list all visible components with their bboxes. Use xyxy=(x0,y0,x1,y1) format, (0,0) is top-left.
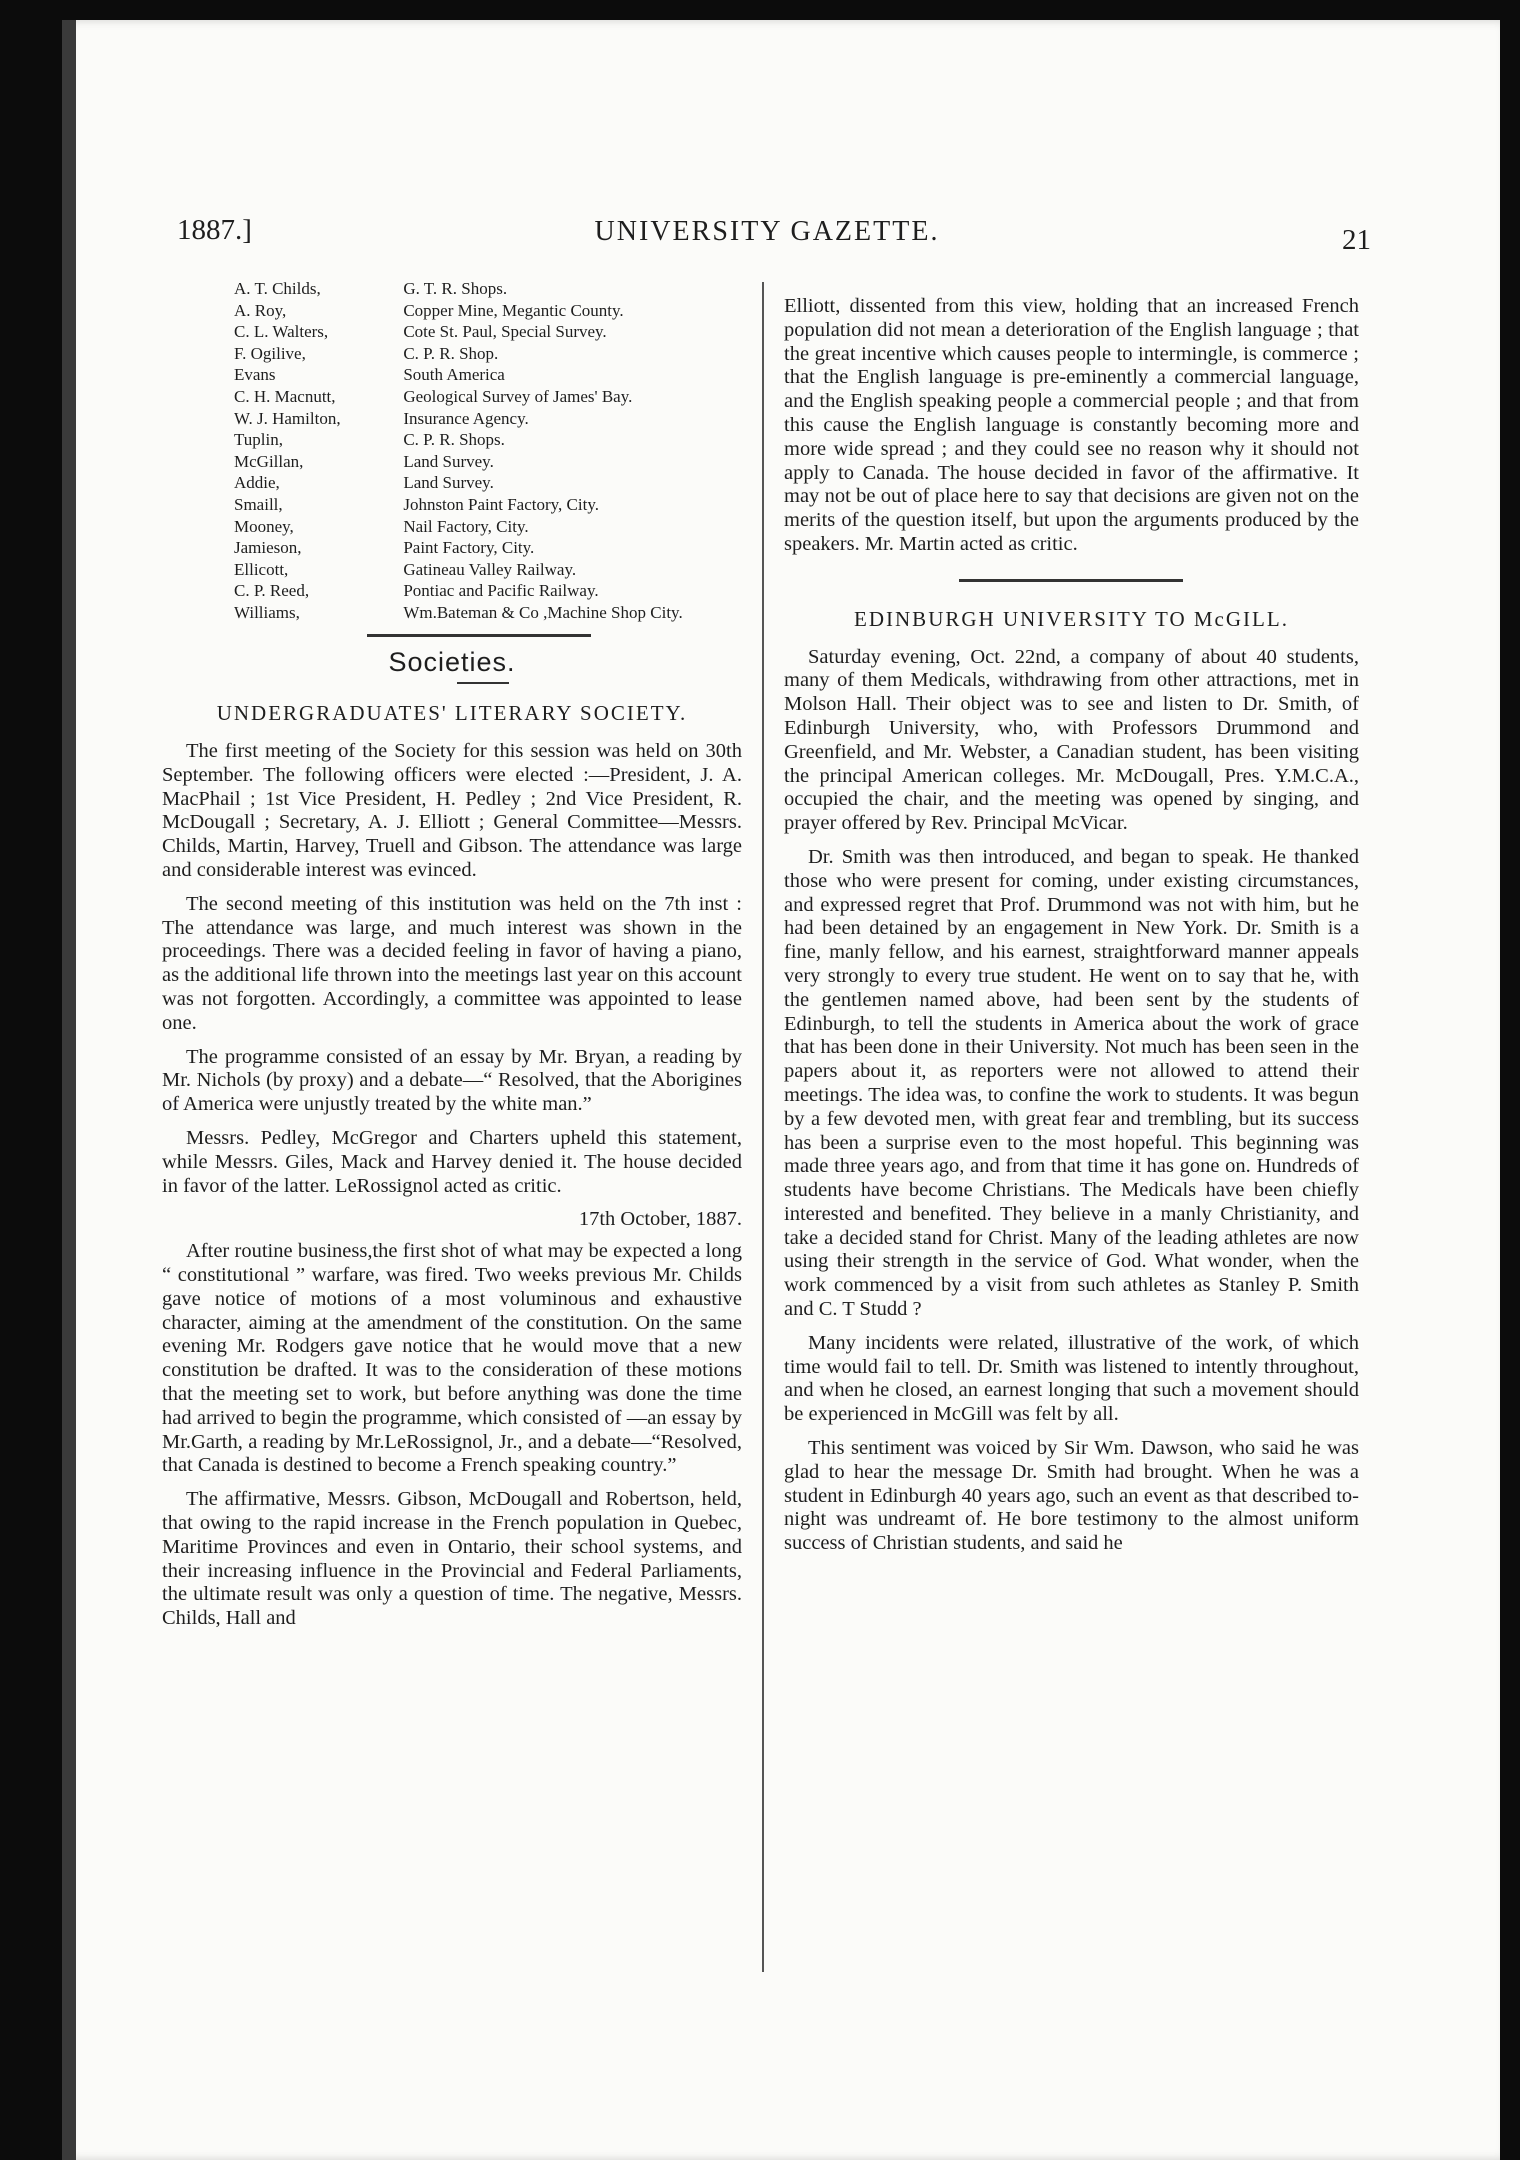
graduate-place: Pontiac and Pacific Railway. xyxy=(403,581,599,601)
header-year: 1887.] xyxy=(177,214,252,246)
graduate-name: F. Ogilive, xyxy=(234,343,306,363)
page-binding-edge xyxy=(62,20,76,2160)
graduate-name: Jamieson, xyxy=(234,538,302,558)
column-divider xyxy=(762,282,764,1972)
graduate-place: Paint Factory, City. xyxy=(403,538,535,558)
graduate-names xyxy=(234,278,403,624)
left-column xyxy=(162,278,742,1641)
edinburgh-title: EDINBURGH UNIVERSITY TO McGILL. xyxy=(854,606,1289,631)
graduate-places xyxy=(403,278,742,624)
graduate-name: Williams, xyxy=(234,602,300,622)
graduate-name: Addie, xyxy=(234,473,280,493)
header-title: UNIVERSITY GAZETTE. xyxy=(594,216,940,247)
right-column xyxy=(784,295,1359,1566)
graduate-place: Johnston Paint Factory, City. xyxy=(403,494,599,514)
paragraph: Messrs. Pedley, McGregor and Charters upheld this statement, while Messrs. Giles, Mack and Harvey denied it. The house decided in favor of the latter. LeRossignol acted as critic. xyxy=(162,1127,742,1197)
graduate-name: McGillan, xyxy=(234,451,304,471)
graduate-name: Tuplin, xyxy=(234,430,283,450)
paragraph: The programme consisted of an essay by Mr. Bryan, a reading by Mr. Nichols (by proxy) and a debate—“ Resolved, that the Aborigines of America were unjustly treated by the white man.” xyxy=(162,1045,742,1116)
graduate-place: Cote St. Paul, Special Survey. xyxy=(403,322,607,342)
graduate-name: Mooney, xyxy=(234,516,294,536)
graduate-place: Land Survey. xyxy=(403,473,494,493)
graduate-place: Copper Mine, Megantic County. xyxy=(403,300,624,320)
paragraph: After routine business,the first shot of what may be expected a long “ constitutional ” warfare, was fired. Two weeks previous Mr. Childs gave notice of motions of a most voluminous and exhaustive character, aiming at the amendment of the constitution. On the same evening Mr. Rodgers gave notice that he would move that a new constitution be drafted. It was to the consideration of these motions that the meeting set to work, but before anything was done the time had arrived to begin the programme, which consisted of —an essay by Mr.Garth, a reading by Mr.LeRossignol, Jr., and a debate—“Resolved, that Canada is destined to become a French speaking country.” xyxy=(162,1240,742,1477)
graduate-place: Land Survey. xyxy=(403,451,494,471)
graduate-name: C. L. Walters, xyxy=(234,322,329,342)
graduate-place: C. P. R. Shops. xyxy=(403,430,505,450)
graduate-place: Geological Survey of James' Bay. xyxy=(403,386,633,406)
graduate-name: C. P. Reed, xyxy=(234,581,310,601)
paragraph: Saturday evening, Oct. 22nd, a company of about 40 students, many of them Medicals, withdrawing from other attractions, met in Molson Hall. Their object was to see and listen to Dr. Smith, of Edinburgh University, who, with Professors Drummond and Greenfield, and Mr. Webster, a Canadian student, has been visiting the principal American colleges. Mr. McDougall, Pres. Y.M.C.A., occupied the chair, and the meeting was opened by singing, and prayer offered by Rev. Principal McVicar. xyxy=(784,645,1359,835)
graduate-place: G. T. R. Shops. xyxy=(403,279,508,298)
graduate-place: Insurance Agency. xyxy=(403,408,529,428)
page-number: 21 xyxy=(1342,224,1371,256)
section-rule xyxy=(959,579,1183,582)
literary-society-title: UNDERGRADUATES' LITERARY SOCIETY. xyxy=(216,701,688,726)
paragraph: Elliott, dissented from this view, holding that an increased French population did not mean a deterioration of the English language ; that the great incentive which causes people to intermingle, is commerce ; that the English language is pre-eminently a commercial language, and the English speaking people a commercial people ; and that from this cause the English language is constantly becoming more and more wide spread ; and they could see no reason why it should not apply to Canada. The house decided in favor of the affirmative. It may not be out of place here to say that decisions are given not on the merits of the question itself, but upon the arguments produced by the speakers. Mr. Martin acted as critic. xyxy=(784,295,1359,555)
graduate-name: Evans xyxy=(234,365,276,385)
paragraph: The second meeting of this institution was held on the 7th inst : The attendance was large, and much interest was shown in the proceedings. There was a decided feeling in favor of having a piano, as the additional life thrown into the meetings last year on this account was not forgotten. Accordingly, a committee was appointed to lease one. xyxy=(162,892,742,1034)
graduates-list xyxy=(234,278,742,624)
running-header xyxy=(177,206,1371,266)
graduate-name: Ellicott, xyxy=(234,559,289,579)
paragraph: The affirmative, Messrs. Gibson, McDougall and Robertson, held, that owing to the rapid increase in the French population in Quebec, Maritime Provinces and even in Ontario, their school systems, and their increasing influence in the Provincial and Federal Parliaments, the ultimate result was only a question of time. The negative, Messrs. Childs, Hall and xyxy=(162,1488,742,1630)
graduate-place: Gatineau Valley Railway. xyxy=(403,559,577,579)
paragraph: Dr. Smith was then introduced, and began to speak. He thanked those who were present for coming, under existing circumstances, and expressed regret that Prof. Drummond was not with him, but he had been detained by an engagement in New York. Dr. Smith is a fine, manly fellow, and his earnest, straightforward manner appeals very strongly to every true student. He went on to say that he, with the gentlemen named above, had been sent by the students of Edinburgh, to tell the students in America about the work of grace that has been done in their University. Not much has been seen in the papers about it, as reporters were not allowed to attend their meetings. The idea was, to confine the work to students. It was begun by a few devoted men, with great fear and trembling, but its success has been a surprise even to the most hopeful. This beginning was made three years ago, and from that time it has gone on. Hundreds of students have become Christians. The Medicals have been chiefly interested and benefited. They believe in a manly Christianity, and take a decided stand for Christ. Many of the leading athletes are now using their strength in the service of God. What wonder, when the work commenced by a visit from such athletes as Stanley P. Smith and C. T Studd ? xyxy=(784,845,1359,1321)
section-rule xyxy=(367,634,591,637)
graduate-place: Nail Factory, City. xyxy=(403,516,529,536)
graduate-place: South America xyxy=(403,365,505,385)
paragraph: This sentiment was voiced by Sir Wm. Dawson, who said he was glad to hear the message Dr. Smith had brought. When he was a student in Edinburgh 40 years ago, such an event as that described to-night was undreamt of. He bore testimony to the almost uniform success of Christian students, and said he xyxy=(784,1437,1359,1555)
societies-heading: Societies. xyxy=(388,646,516,677)
graduate-place: C. P. R. Shop. xyxy=(403,343,499,363)
graduate-name: W. J. Hamilton, xyxy=(234,408,341,428)
paragraph: Many incidents were related, illustrative of the work, of which time would fail to tell. Dr. Smith was listened to intently throughout, and when he closed, an earnest longing that such a movement should be experienced in McGill was felt by all. xyxy=(784,1331,1359,1426)
graduate-name: C. H. Macnutt, xyxy=(234,386,336,406)
paragraph: The first meeting of the Society for this session was held on 30th September. The following officers were elected :—President, J. A. MacPhail ; 1st Vice President, H. Pedley ; 2nd Vice President, R. McDougall ; Secretary, A. J. Elliott ; General Committee—Messrs. Childs, Martin, Harvey, Truell and Gibson. The attendance was large and considerable interest was evinced. xyxy=(162,740,742,882)
graduate-place: Wm.Bateman & Co ,Machine Shop City. xyxy=(403,602,683,622)
graduate-name: A. T. Childs, xyxy=(234,279,321,298)
dateline: 17th October, 1887. xyxy=(578,1208,742,1231)
graduate-name: Smaill, xyxy=(234,494,283,514)
heading-rule xyxy=(457,682,509,684)
newspaper-page xyxy=(62,20,1500,2160)
graduate-name: A. Roy, xyxy=(234,300,287,320)
